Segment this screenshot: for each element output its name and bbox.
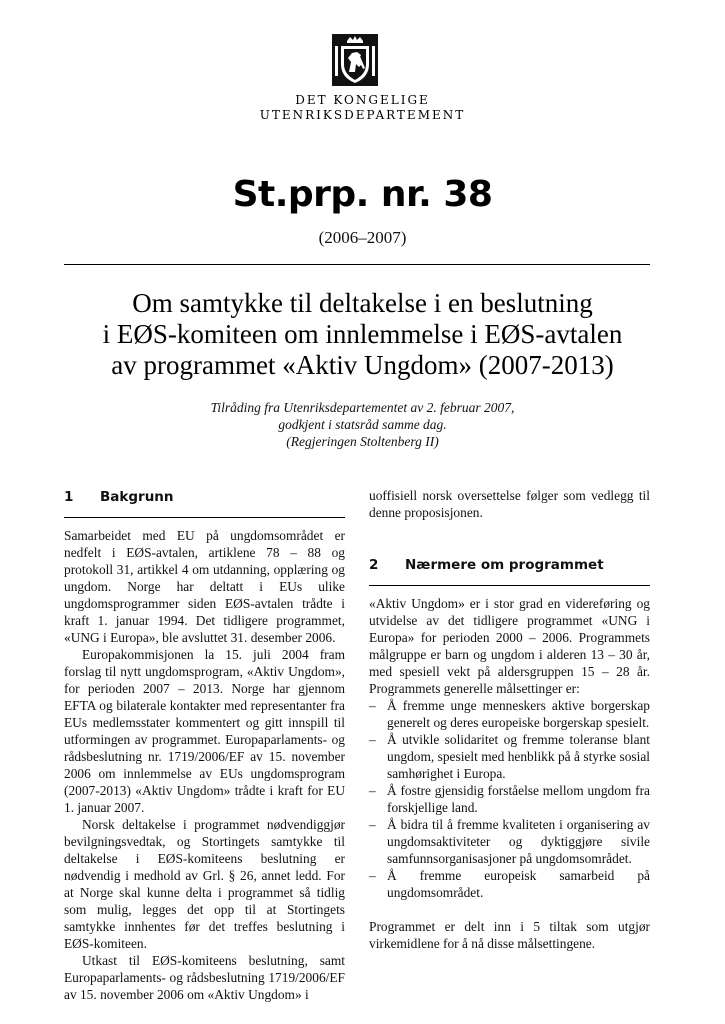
section-heading-1	[64, 487, 345, 507]
list-item: – Å bidra til å fremme kvaliteten i organisering av ungdomsaktiviteter og dyktiggjøre sivile samfunnsorganisasjoner på ungdomsområdet.	[369, 816, 650, 867]
paragraph: Samarbeidet med EU på ungdomsområdet er nedfelt i EØS-avtalen, artiklene 78 – 88 og protokoll 31, artikkel 4 om utdanning, opplæring og ungdom. Norge har deltatt i EUs ulike ungdomsprogrammer siden EØS-avtalen trådte i kraft 1. januar 1994. Det tidligere programmet, «UNG i Europa», ble avsluttet 31. desember 2006.	[64, 528, 345, 645]
title-divider	[64, 264, 650, 265]
list-item: – Å fostre gjensidig forståelse mellom ungdom fra forskjellige land.	[369, 782, 650, 816]
document-title	[60, 288, 665, 381]
paragraph: Programmet er delt inn i 5 tiltak som utgjør virkemidlene for å nå disse målsettingene.	[369, 919, 650, 951]
list-item: – Å fremme europeisk samarbeid på ungdomsområdet.	[369, 867, 650, 901]
approval-note	[0, 399, 725, 450]
title-line: av programmet «Aktiv Ungdom» (2007-2013)	[111, 350, 614, 380]
ministry-name-line1: DET KONGELIGE	[295, 93, 430, 107]
title-line: i EØS-komiteen om innlemmelse i EØS-avtalen	[102, 319, 623, 349]
paragraph-continuation: uoffisiell norsk oversettelse følger som vedlegg til denne proposisjonen.	[369, 488, 650, 520]
section-rule	[369, 585, 650, 586]
section-rule	[64, 517, 345, 518]
royal-coat-of-arms-logo	[332, 34, 378, 86]
list-item: – Å fremme unge menneskers aktive borgerskap generelt og deres europeiske borgerskap spesielt.	[369, 697, 650, 731]
section-title: Nærmere om programmet	[405, 557, 604, 573]
document-number: St.prp. nr. 38	[232, 174, 493, 215]
paragraph: Utkast til EØS-komiteens beslutning, samt Europaparlaments- og rådsbeslutning 1719/2006/EF av 15. november 2006 om «Aktiv Ungdom» i	[64, 953, 345, 1002]
left-column	[64, 487, 345, 1003]
paragraph: Europakommisjonen la 15. juli 2004 fram forslag til nytt ungdomsprogram, «Aktiv Ungdom», for perioden 2007 – 2013. Norge har gjennom EFTA og bilaterale kontakter med representanter fra EUs medlemsstater kommentert og gitt innspill til utformingen av programmet. Europaparlaments- og rådsbeslutning nr. 1719/2006/EF av 15. november 2006 om innlemmelse av EUs ungdomsprogram (2007-2013) «Aktiv Ungdom» trådte i kraft for EU 1. januar 2007.	[64, 647, 345, 815]
section-heading-2	[369, 555, 650, 575]
approval-line: Tilråding fra Utenriksdepartementet av 2. februar 2007,	[210, 400, 515, 415]
approval-line: (Regjeringen Stoltenberg II)	[286, 434, 439, 449]
list-item: – Å utvikle solidaritet og fremme toleranse blant ungdom, spesielt med henblikk på å styrke sosial samhørighet i Europa.	[369, 731, 650, 782]
ministry-name-line2: UTENRIKSDEPARTEMENT	[259, 108, 466, 122]
goals-list	[369, 697, 650, 901]
title-line: Om samtykke til deltakelse i en beslutning	[132, 288, 593, 318]
paragraph: «Aktiv Ungdom» er i stor grad en videreføring og utvidelse av det tidligere programmet «UNG i Europa» for perioden 2000 – 2006. Programmets målgruppe er barn og ungdom i alderen 13 – 30 år, med spesiell vekt på aldersgruppen 15 – 28 år. Programmets generelle målsettinger er:	[369, 596, 650, 696]
session-years: (2006–2007)	[318, 228, 407, 247]
section-number: 2	[369, 557, 379, 573]
paragraph: Norsk deltakelse i programmet nødvendiggjør bevilgningsvedtak, og Stortingets samtykke til deltakelse i EØS-komiteens beslutning er nødvendig i medhold av Grl. § 26, annet ledd. For at Norge skal kunne delta i programmet så tidlig som mulig, legges det opp til at Stortingets samtykke innhentes før det treffes beslutning i EØS-komiteen.	[64, 817, 345, 951]
section-title: Bakgrunn	[100, 489, 174, 505]
approval-line: godkjent i statsråd samme dag.	[278, 417, 447, 432]
section-number: 1	[64, 489, 74, 505]
right-column	[369, 487, 650, 952]
